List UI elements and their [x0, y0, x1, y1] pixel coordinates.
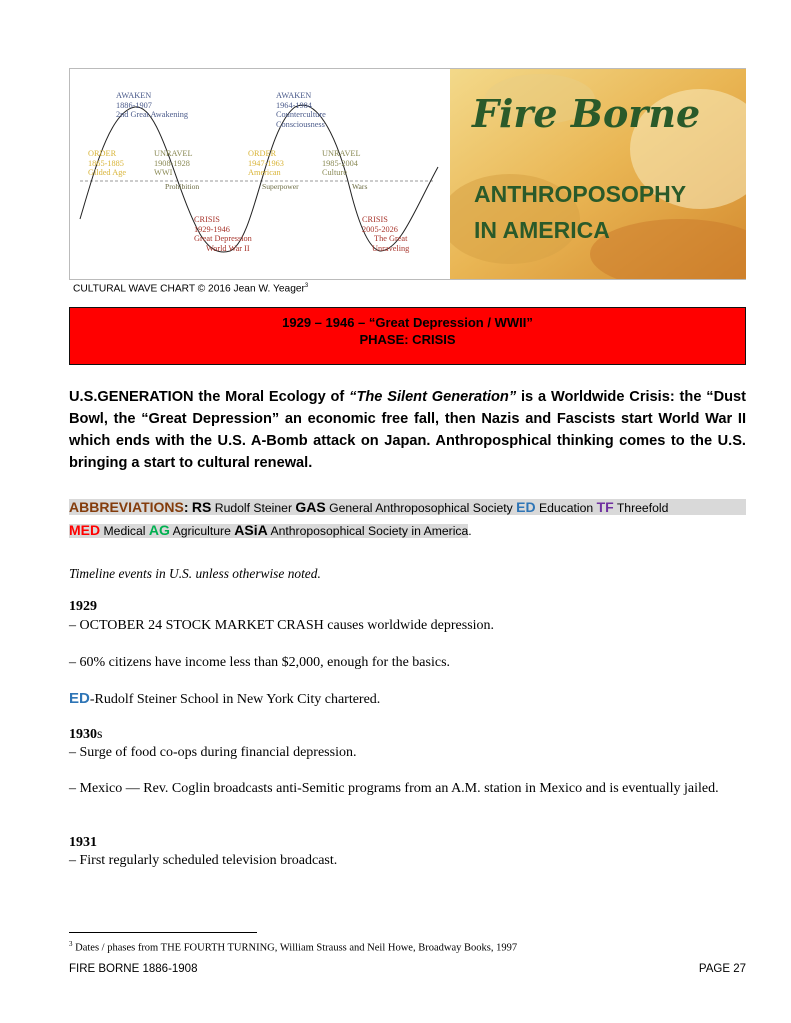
- abbreviations-heading: ABBREVIATIONS: [69, 499, 184, 515]
- timeline-intro: Timeline events in U.S. unless otherwise noted.: [69, 566, 321, 581]
- cover-subtitle-1: ANTHROPOSOPHY: [474, 181, 687, 207]
- abbreviations-line-2: [69, 522, 472, 538]
- abbreviations-end: .: [468, 524, 472, 538]
- order-1947-label: ORDER: [248, 149, 277, 158]
- abbreviations-colon: :: [183, 499, 189, 515]
- awaken-1886-years: 1886-1907: [116, 100, 152, 110]
- abbr-text-ag: Agriculture: [172, 524, 231, 538]
- year-1930-suffix: s: [97, 727, 103, 742]
- chart-caption: [73, 283, 308, 294]
- midline-wars: Wars: [352, 182, 368, 191]
- crisis-2005-years: 2005-2026: [362, 224, 398, 234]
- crisis-2005-desc: The Great: [374, 234, 408, 244]
- midline-prohibition: Prohibition: [165, 182, 200, 191]
- cultural-wave-chart: [70, 69, 450, 279]
- crisis-2005-label: CRISIS: [362, 215, 388, 224]
- event-1930-coops: – Surge of food co-ops during financial depression.: [69, 745, 357, 760]
- crisis-1929-desc2: World War II: [206, 243, 250, 253]
- abbr-text-tf: Threefold: [616, 501, 669, 515]
- awaken-1964-years: 1964-1984: [276, 100, 312, 110]
- crisis-1929-desc: Great Depression: [194, 234, 252, 244]
- phase-box: [69, 307, 746, 365]
- intro-text-2: is a Worldwide Crisis: the “Dust Bowl, the “Great Depression” an economic free fall, then Nazis and Fascists start World War II which ends with the U.S. A-Bomb attack on Japan. Anthroposphical thinking comes to the U.S. bringing a start to cultural renewal.: [69, 389, 746, 471]
- year-1931: 1931: [69, 835, 97, 850]
- intro-text-1: U.S.GENERATION the Moral Ecology of: [69, 389, 350, 405]
- order-1865-label: ORDER: [88, 149, 117, 158]
- page-number: PAGE 27: [698, 963, 746, 975]
- year-1930s: [69, 726, 102, 744]
- order-1947-years: 1947-1963: [248, 158, 284, 168]
- abbr-code-tf: TF: [596, 499, 614, 515]
- year-1929: 1929: [69, 599, 97, 614]
- unravel-1908-label: UNRAVEL: [154, 149, 193, 158]
- intro-paragraph: [69, 386, 746, 474]
- awaken-1886-label: AWAKEN: [116, 91, 152, 100]
- abbr-code-med: MED: [69, 522, 101, 538]
- abbr-code-ed: ED: [516, 499, 536, 515]
- cover-title: Fire Borne: [472, 91, 701, 136]
- abbr-code-rs: RS: [191, 499, 212, 515]
- awaken-1964-label: AWAKEN: [276, 91, 312, 100]
- footer-title: FIRE BORNE 1886-1908: [69, 963, 198, 975]
- abbr-code-gas: GAS: [295, 499, 326, 515]
- event-1930-mexico: – Mexico — Rev. Coglin broadcasts anti-Semitic programs from an A.M. station in Mexico and is eventually jailed.: [69, 781, 719, 796]
- phase-label: PHASE: CRISIS: [359, 332, 456, 347]
- book-cover-image: [450, 69, 746, 279]
- cover-subtitle-2: IN AMERICA: [474, 217, 610, 243]
- awaken-1964-desc: Counterculture: [276, 110, 326, 120]
- footnote-text: Dates / phases from THE FOURTH TURNING, William Strauss and Neil Howe, Broadway Books, 1997: [75, 942, 518, 954]
- midline-superpower: Superpower: [262, 182, 299, 191]
- unravel-1908-desc: WWI: [154, 168, 173, 178]
- crisis-1929-years: 1929-1946: [194, 224, 230, 234]
- event-1931-tv: – First regularly scheduled television broadcast.: [69, 853, 338, 868]
- footnote-number: 3: [69, 940, 73, 948]
- order-1865-years: 1865-1885: [88, 158, 124, 168]
- event-1929-school: [69, 690, 380, 709]
- abbreviations-line-1: [69, 499, 746, 515]
- event-1929-income: – 60% citizens have income less than $2,000, enough for the basics.: [69, 655, 451, 670]
- unravel-1985-years: 1985-2004: [322, 158, 358, 168]
- header-banner: [69, 68, 746, 280]
- phase-title: 1929 – 1946 – “Great Depression / WWII”: [282, 315, 533, 330]
- abbr-text-gas: General Anthroposophical Society: [329, 501, 513, 515]
- event-1929-crash: – OCTOBER 24 STOCK MARKET CRASH causes worldwide depression.: [69, 618, 495, 633]
- awaken-1964-desc2: Consciousness: [276, 119, 325, 129]
- abbr-text-med: Medical: [103, 524, 146, 538]
- event-1929-school-text: -Rudolf Steiner School in New York City chartered.: [89, 692, 381, 707]
- unravel-1908-years: 1908-1928: [154, 158, 190, 168]
- event-ed-code: ED: [69, 690, 90, 707]
- unravel-1985-label: UNRAVEL: [322, 149, 361, 158]
- year-1930: 1930: [69, 727, 97, 742]
- crisis-2005-desc2: Unraveling: [372, 243, 410, 253]
- abbr-code-asia: ASiA: [234, 522, 268, 538]
- abbr-text-asia: Anthroposophical Society in America: [270, 524, 469, 538]
- footnote-rule: [69, 932, 257, 933]
- footnote: [69, 940, 517, 954]
- unravel-1985-desc: Culture: [322, 168, 347, 178]
- abbr-text-ed: Education: [538, 501, 594, 515]
- order-1865-desc: Gilded Age: [88, 168, 127, 178]
- abbr-text-rs: Rudolf Steiner: [214, 501, 292, 515]
- abbr-code-ag: AG: [148, 522, 170, 538]
- chart-caption-text: CULTURAL WAVE CHART © 2016 Jean W. Yeager: [73, 283, 305, 295]
- awaken-1886-desc: 2nd Great Awakening: [116, 110, 189, 120]
- intro-italic: “The Silent Generation”: [349, 389, 517, 405]
- footnote-ref: 3: [304, 283, 309, 289]
- crisis-1929-label: CRISIS: [194, 215, 220, 224]
- order-1947-desc: American: [248, 168, 281, 178]
